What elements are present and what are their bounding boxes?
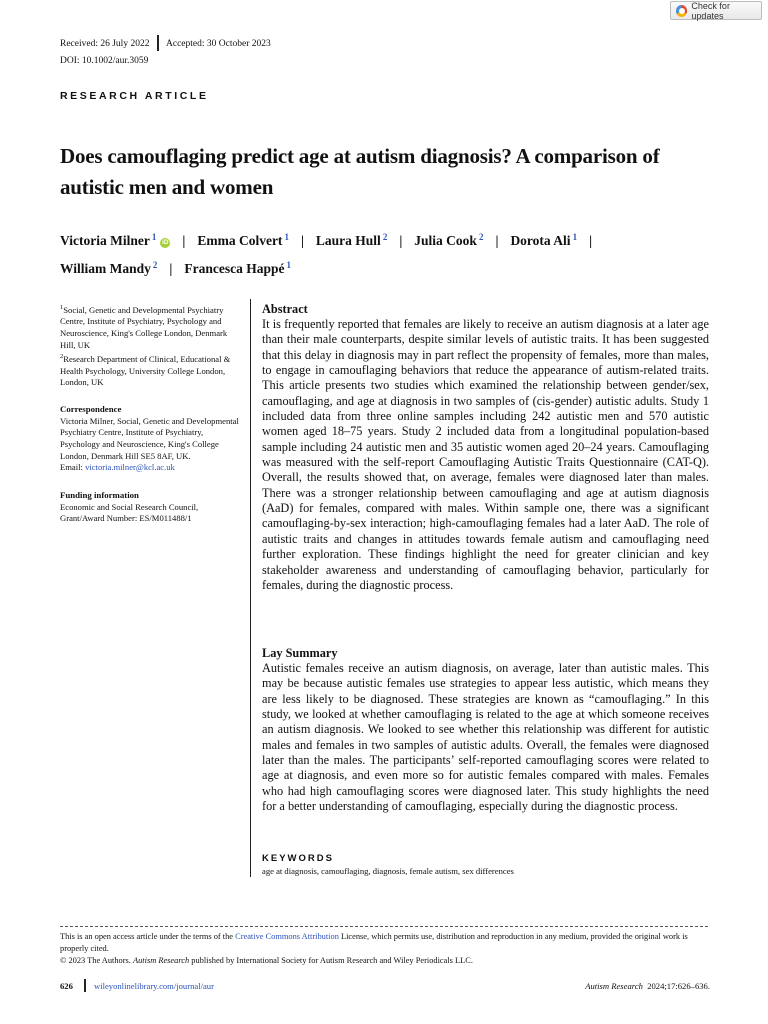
- license-note: This is an open access article under the terms of the Creative Commons Attribution License, which permits use, distribution and reproduction in any medium, provided the original work is properly cited.: [60, 932, 688, 953]
- author-5[interactable]: Dorota Ali $^1$: [510, 232, 578, 248]
- column-divider: [250, 299, 251, 877]
- check-for-updates-button[interactable]: [670, 1, 762, 20]
- email-link[interactable]: victoria.milner@kcl.ac.uk: [85, 462, 175, 473]
- footer-divider: [84, 979, 86, 992]
- article-type: RESEARCH ARTICLE: [60, 90, 209, 102]
- accepted-date: Accepted: 30 October 2023: [166, 39, 271, 49]
- journal-url-link[interactable]: wileyonlinelibrary.com/journal/aur: [94, 981, 214, 991]
- author-3[interactable]: Laura Hull $^2$: [315, 232, 388, 248]
- affiliation-2: $^2$Research Department of Clinical, Educational & Health Psychology, University College London, London, UK: [60, 353, 231, 388]
- lay-summary-heading: Lay Summary: [262, 646, 338, 660]
- author-6[interactable]: William Mandy $^2$: [60, 260, 158, 276]
- left-column: [60, 304, 242, 525]
- footer-citation: Autism Research 2024;17:626–636.: [585, 981, 710, 991]
- cc-license-link[interactable]: Creative Commons Attribution: [235, 932, 339, 941]
- funding-text: Economic and Social Research Council, Grant/Award Number: ES/M011488/1: [60, 501, 199, 524]
- abstract-heading: Abstract: [262, 302, 308, 316]
- abstract-text: It is frequently reported that females are likely to receive an autism diagnosis at a later age than their male counterparts, despite similar levels of autistic traits. It has been suggested that this delay in diagnosis may in part reflect the propensity of females, more than males, to engage in camouflaging behaviors that reduce the appearance of autism-related traits. This article presents two studies which examined the relationship between gender/sex, camouflaging, and age at diagnosis in two samples of (cis-gender) autistic adults. Study 1 included data from three online samples including 242 autistic men and 570 autistic women aged 18–75 years. Study 2 included data from a longitudinal population-based sample including 24 autistic men and 35 autistic women aged 20–24 years. Camouflaging was measured with the self-report Camouflaging Autistic Traits Questionnaire (CAT-Q). Overall, the results showed that, on average, females were diagnosed later than males. There was a stronger relationship between camouflaging and age at autism diagnosis (AaD) for females, compared with males. Within sample one, there was a significant camouflaging-by-sex interaction; high-camouflaging females had a later AaD. The role of autistic traits and changes in attitudes towards female autism and camouflaging need further exploration. These findings highlight the need for greater clinician and key stakeholder awareness and understanding of camouflaging behavior, particularly for females, during the diagnostic process.: [262, 317, 709, 592]
- author-7[interactable]: Francesca Happé $^1$: [184, 260, 291, 276]
- keywords-heading: KEYWORDS: [262, 853, 334, 864]
- keywords-text: age at diagnosis, camouflaging, diagnosis, female autism, sex differences: [262, 866, 514, 876]
- doi: DOI: 10.1002/aur.3059: [60, 56, 149, 66]
- author-4[interactable]: Julia Cook $^2$: [414, 232, 484, 248]
- lay-summary-section: [262, 646, 709, 814]
- crossmark-icon: [676, 5, 687, 17]
- correspondence-heading: Correspondence: [60, 403, 122, 414]
- footnote-divider: [60, 926, 708, 927]
- copyright-note: © 2023 The Authors. Autism Research published by International Society for Autism Research and Wiley Periodicals LLC.: [60, 956, 473, 965]
- funding-heading: Funding information: [60, 489, 139, 500]
- received-date: Received: 26 July 2022: [60, 39, 150, 49]
- correspondence-text: Victoria Milner, Social, Genetic and Developmental Psychiatry Centre, Institute of Psychiatry, Psychology and Neuroscience, King's College London, Denmark Hill SE5 8AF, UK.: [60, 415, 239, 461]
- keywords-section: [262, 853, 709, 878]
- lay-summary-text: Autistic females receive an autism diagnosis, on average, later than autistic males. This may be because autistic females use strategies to appear less autistic, which means they are less likely to be diagnosed. These strategies are known as “camouflaging.” In this study, we looked at whether camouflaging is related to the age at which someone receives an autism diagnosis. We looked to see whether this relationship was different for autistic males and females in two samples of autistic adults. Overall, the females were diagnosed later than the males. The participants’ self-reported camouflaging scores were related to age at diagnosis, and even more so for autistic females compared with males. Females who had high camouflaging scores were diagnosed later. This study highlights the need for a better understanding of camouflaging, especially during the diagnostic process.: [262, 661, 709, 814]
- article-title: Does camouflaging predict age at autism diagnosis? A comparison of autistic men and women: [60, 144, 660, 199]
- orcid-icon[interactable]: iD: [162, 239, 169, 246]
- page-number: 626: [60, 981, 73, 991]
- check-for-updates-label: Check for updates: [691, 0, 730, 21]
- abstract-section: [262, 302, 709, 593]
- date-divider: [157, 35, 159, 51]
- correspondence-email: Email: victoria.milner@kcl.ac.uk: [60, 462, 175, 473]
- author-1[interactable]: Victoria Milner $^1$iD: [60, 232, 169, 248]
- author-2[interactable]: Emma Colvert $^1$: [197, 232, 289, 248]
- author-list: Victoria Milner $^1$iD | Emma Colvert $^1$ | Laura Hull $^2$ | Julia Cook $^2$ | Dorota Ali $^1$ | William Mandy $^2$ | Francesca Happé $^1$: [60, 232, 593, 276]
- affiliation-1: $^1$Social, Genetic and Developmental Psychiatry Centre, Institute of Psychiatry, Psychology and Neuroscience, King's College London, Denmark Hill, UK: [60, 304, 228, 350]
